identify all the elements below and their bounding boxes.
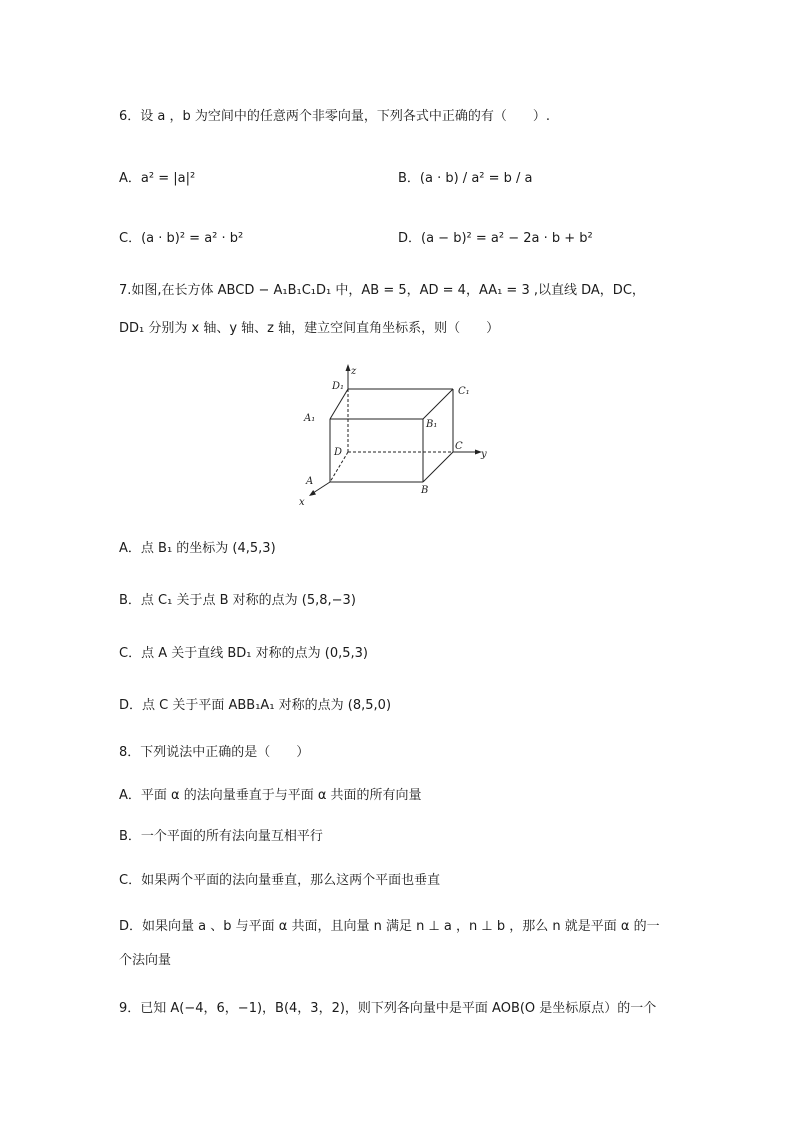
q8-option-c: C．如果两个平面的法向量垂直，那么这两个平面也垂直 — [119, 873, 441, 888]
q7-option-d: D．点 C 关于平面 ABB₁A₁ 对称的点为 (8,5,0) — [119, 698, 392, 713]
edge-b1-c1 — [423, 389, 453, 419]
label-b1: B₁ — [426, 419, 438, 430]
edge-b-c — [423, 452, 453, 482]
x-axis-arrow — [309, 490, 316, 496]
cuboid-figure — [292, 362, 502, 512]
q6-stem: 6．设 a ，b 为空间中的任意两个非零向量，下列各式中正确的有（ ）. — [119, 109, 551, 124]
q7-option-c: C．点 A 关于直线 BD₁ 对称的点为 (0,5,3) — [119, 646, 368, 661]
q7-option-b: B．点 C₁ 关于点 B 对称的点为 (5,8,−3) — [119, 593, 356, 608]
q6-option-b: B．(a · b) / a² = b / a — [398, 171, 533, 186]
label-z: z — [351, 366, 357, 377]
q7-option-a: A．点 B₁ 的坐标为 (4,5,3) — [119, 541, 276, 556]
x-axis — [313, 482, 330, 493]
q6-option-c: C．(a · b)² = a² · b² — [119, 231, 244, 246]
z-axis-arrow — [346, 364, 351, 371]
q6-option-d: D．(a − b)² = a² − 2a · b + b² — [398, 231, 593, 246]
q9-stem: 9．已知 A(−4，6，−1)，B(4，3，2)，则下列各向量中是平面 AOB(O 是坐标原点）的一个 — [119, 1001, 657, 1016]
edge-a1-d1 — [330, 389, 348, 419]
label-a1: A₁ — [304, 413, 316, 424]
label-y: y — [481, 449, 487, 460]
q8-option-a: A．平面 α 的法向量垂直于与平面 α 共面的所有向量 — [119, 788, 422, 803]
label-d: D — [334, 447, 343, 458]
q8-option-d-line-2: 个法向量 — [119, 953, 172, 968]
label-c1: C₁ — [458, 386, 470, 397]
q7-stem-line-2: DD₁ 分别为 x 轴、y 轴、z 轴，建立空间直角坐标系，则（ ） — [119, 321, 500, 336]
q6-option-a: A．a² = |a|² — [119, 171, 196, 186]
q8-option-d-line-1: D．如果向量 a 、b 与平面 α 共面，且向量 n 满足 n ⊥ a ，n ⊥ b ，那么 n 就是平面 α 的一 — [119, 919, 660, 934]
label-a: A — [306, 476, 314, 487]
q7-stem-line-1: 7.如图,在长方体 ABCD − A₁B₁C₁D₁ 中，AB = 5，AD = 4，AA₁ = 3 ,以直线 DA，DC， — [119, 283, 645, 298]
label-x: x — [299, 497, 305, 508]
q8-stem: 8．下列说法中正确的是（ ） — [119, 745, 310, 760]
label-c: C — [455, 441, 463, 452]
label-d1: D₁ — [332, 381, 345, 392]
label-b: B — [421, 485, 429, 496]
q8-option-b: B．一个平面的所有法向量互相平行 — [119, 829, 323, 844]
